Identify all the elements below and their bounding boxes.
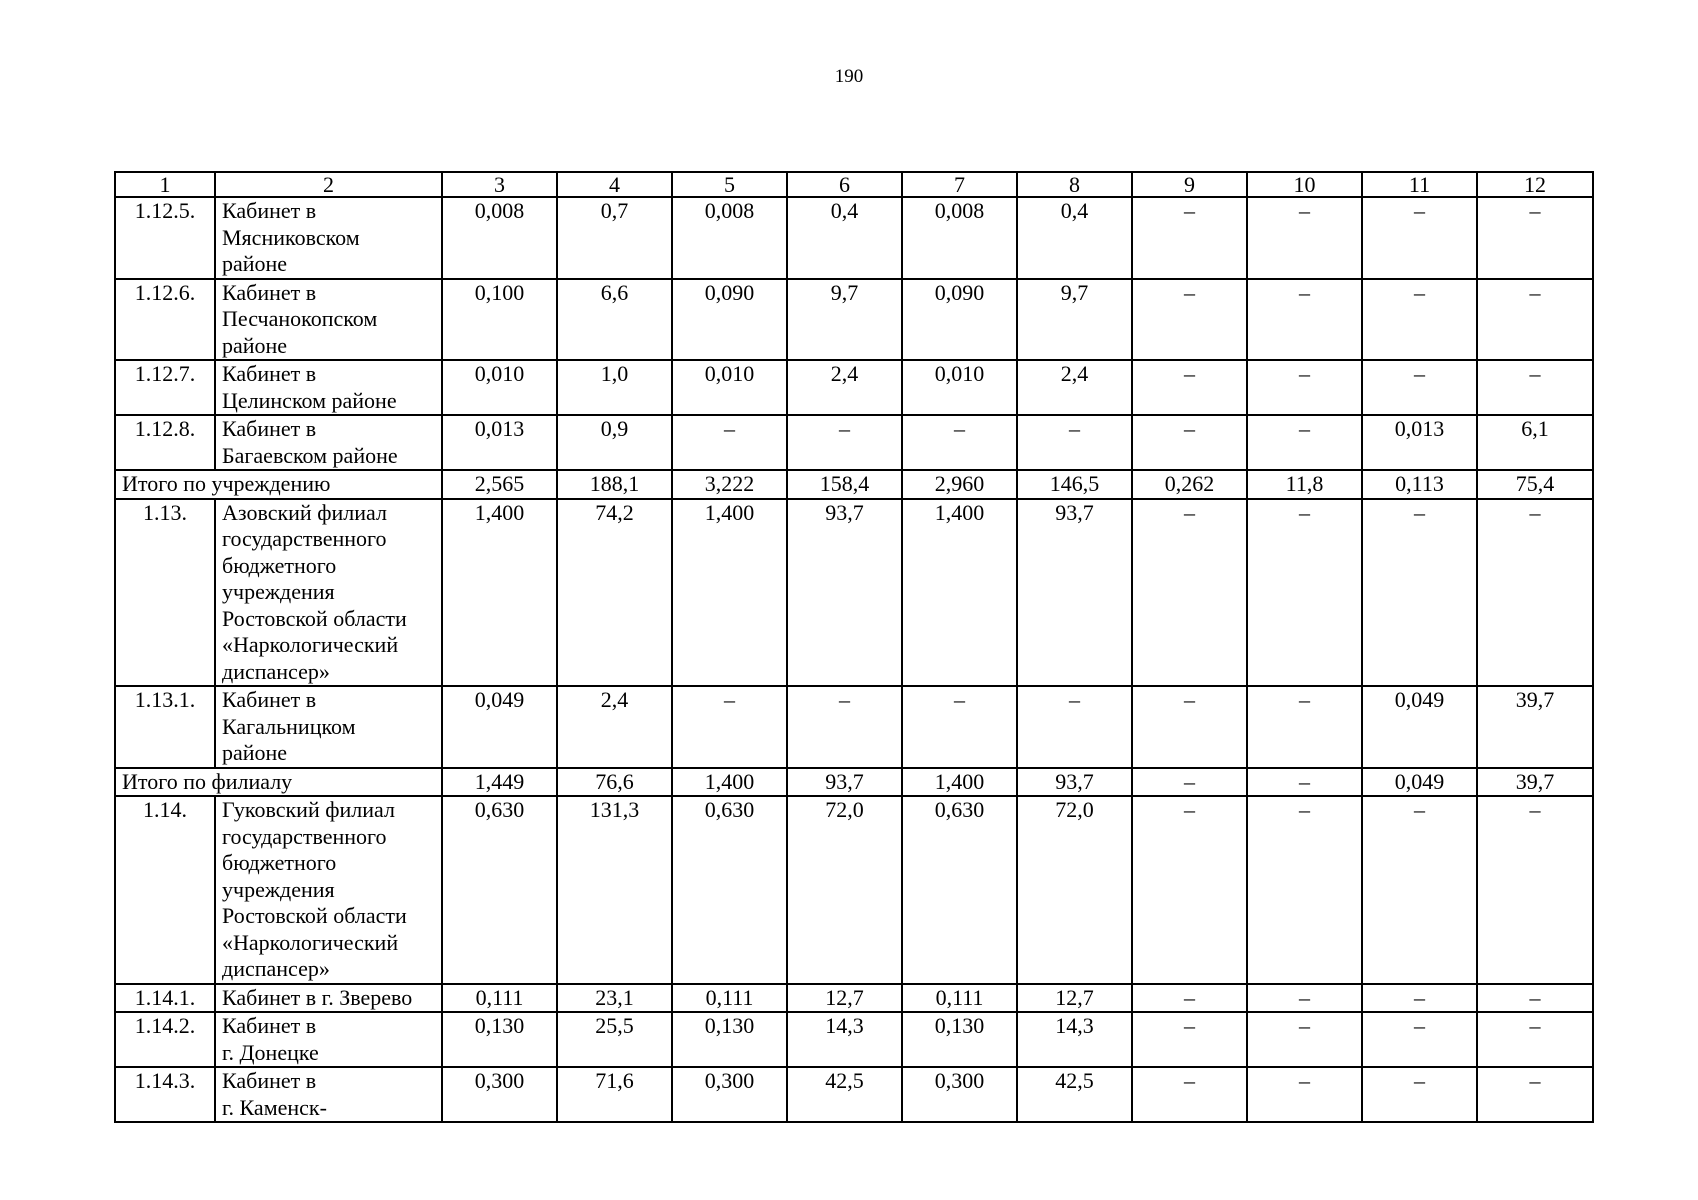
value-cell: – bbox=[1247, 415, 1362, 470]
value-cell: 0,090 bbox=[902, 279, 1017, 361]
header-cell: 9 bbox=[1132, 172, 1247, 197]
row-name-line: Кабинет в bbox=[222, 1068, 317, 1093]
value-cell: – bbox=[1132, 1067, 1247, 1122]
row-name-line: Кабинет в bbox=[222, 687, 317, 712]
header-cell: 5 bbox=[672, 172, 787, 197]
table-row bbox=[115, 1012, 1593, 1067]
header-cell: 1 bbox=[115, 172, 215, 197]
row-name-line: Кабинет в bbox=[222, 1013, 317, 1038]
value-cell: – bbox=[1132, 768, 1247, 797]
table-body bbox=[115, 172, 1593, 1122]
row-number: 1.13. bbox=[115, 499, 215, 687]
value-cell: 0,130 bbox=[902, 1012, 1017, 1067]
row-name-line: «Наркологический bbox=[222, 632, 399, 657]
value-cell: 0,630 bbox=[672, 796, 787, 984]
total-label: Итого по учреждению bbox=[115, 470, 442, 499]
value-cell: 1,400 bbox=[902, 768, 1017, 797]
value-cell: 93,7 bbox=[787, 499, 902, 687]
value-cell: – bbox=[1017, 415, 1132, 470]
value-cell: – bbox=[672, 686, 787, 768]
value-cell: 1,449 bbox=[442, 768, 557, 797]
value-cell: 0,113 bbox=[1362, 470, 1477, 499]
value-cell: – bbox=[1247, 1012, 1362, 1067]
row-name-line: Гуковский филиал bbox=[222, 797, 395, 822]
value-cell: – bbox=[1477, 197, 1593, 279]
row-name bbox=[215, 1012, 442, 1067]
value-cell: – bbox=[1247, 796, 1362, 984]
value-cell: 0,4 bbox=[787, 197, 902, 279]
row-name bbox=[215, 796, 442, 984]
value-cell: – bbox=[1477, 1067, 1593, 1122]
value-cell: – bbox=[1132, 686, 1247, 768]
value-cell: 0,013 bbox=[442, 415, 557, 470]
value-cell: – bbox=[1362, 1067, 1477, 1122]
value-cell: – bbox=[1247, 499, 1362, 687]
value-cell: 2,4 bbox=[1017, 360, 1132, 415]
row-name-line: Ростовской области bbox=[222, 605, 407, 631]
value-cell: 39,7 bbox=[1477, 768, 1593, 797]
value-cell: – bbox=[1132, 360, 1247, 415]
total-row bbox=[115, 768, 1593, 797]
value-cell: 93,7 bbox=[1017, 768, 1132, 797]
row-number: 1.14.1. bbox=[115, 984, 215, 1013]
row-name-line: диспансер» bbox=[222, 658, 330, 684]
table-row bbox=[115, 360, 1593, 415]
value-cell: – bbox=[1362, 360, 1477, 415]
table-row bbox=[115, 1067, 1593, 1122]
value-cell: – bbox=[1132, 984, 1247, 1013]
value-cell: – bbox=[1247, 279, 1362, 361]
value-cell: – bbox=[1132, 1012, 1247, 1067]
value-cell: 11,8 bbox=[1247, 470, 1362, 499]
value-cell: 0,4 bbox=[1017, 197, 1132, 279]
value-cell: – bbox=[902, 686, 1017, 768]
table-row bbox=[115, 984, 1593, 1013]
value-cell: 3,222 bbox=[672, 470, 787, 499]
value-cell: 0,130 bbox=[672, 1012, 787, 1067]
value-cell: 93,7 bbox=[787, 768, 902, 797]
value-cell: 23,1 bbox=[557, 984, 672, 1013]
row-name bbox=[215, 415, 442, 470]
value-cell: 6,6 bbox=[557, 279, 672, 361]
header-cell: 12 bbox=[1477, 172, 1593, 197]
value-cell: 0,9 bbox=[557, 415, 672, 470]
value-cell: 0,130 bbox=[442, 1012, 557, 1067]
row-name-line: районе bbox=[222, 332, 288, 358]
value-cell: 188,1 bbox=[557, 470, 672, 499]
row-name-line: учреждения bbox=[222, 579, 335, 604]
row-name-line: «Наркологический bbox=[222, 929, 399, 955]
value-cell: 0,010 bbox=[902, 360, 1017, 415]
value-cell: – bbox=[1362, 1012, 1477, 1067]
header-cell: 11 bbox=[1362, 172, 1477, 197]
value-cell: – bbox=[902, 415, 1017, 470]
header-row bbox=[115, 172, 1593, 197]
row-name-line: Багаевском районе bbox=[222, 442, 398, 468]
value-cell: – bbox=[672, 415, 787, 470]
value-cell: – bbox=[1477, 499, 1593, 687]
table-row bbox=[115, 415, 1593, 470]
value-cell: 9,7 bbox=[1017, 279, 1132, 361]
value-cell: – bbox=[1132, 197, 1247, 279]
value-cell: – bbox=[1247, 984, 1362, 1013]
value-cell: 12,7 bbox=[787, 984, 902, 1013]
value-cell: – bbox=[1132, 415, 1247, 470]
value-cell: – bbox=[1362, 197, 1477, 279]
row-number: 1.14. bbox=[115, 796, 215, 984]
row-name-line: Ростовской области bbox=[222, 903, 407, 928]
value-cell: 158,4 bbox=[787, 470, 902, 499]
value-cell: 131,3 bbox=[557, 796, 672, 984]
row-name-line: Азовский филиал bbox=[222, 499, 387, 525]
value-cell: 14,3 bbox=[1017, 1012, 1132, 1067]
value-cell: 0,049 bbox=[442, 686, 557, 768]
value-cell: – bbox=[1247, 768, 1362, 797]
value-cell: 0,013 bbox=[1362, 415, 1477, 470]
value-cell: 2,4 bbox=[787, 360, 902, 415]
row-name bbox=[215, 197, 442, 279]
value-cell: 9,7 bbox=[787, 279, 902, 361]
value-cell: 0,010 bbox=[442, 360, 557, 415]
row-name-line: диспансер» bbox=[222, 956, 330, 981]
row-name-line: районе bbox=[222, 740, 288, 765]
value-cell: 39,7 bbox=[1477, 686, 1593, 768]
value-cell: – bbox=[1362, 796, 1477, 984]
value-cell: 2,960 bbox=[902, 470, 1017, 499]
value-cell: – bbox=[1247, 197, 1362, 279]
value-cell: 1,400 bbox=[902, 499, 1017, 687]
header-cell: 6 bbox=[787, 172, 902, 197]
value-cell: 1,0 bbox=[557, 360, 672, 415]
row-name-line: районе bbox=[222, 251, 288, 276]
row-name-line: государственного bbox=[222, 526, 387, 551]
row-name-line: учреждения bbox=[222, 876, 335, 902]
row-name-line: Целинском районе bbox=[222, 387, 397, 413]
value-cell: 42,5 bbox=[787, 1067, 902, 1122]
value-cell: 0,7 bbox=[557, 197, 672, 279]
value-cell: 0,262 bbox=[1132, 470, 1247, 499]
value-cell: – bbox=[1132, 796, 1247, 984]
row-name bbox=[215, 499, 442, 687]
row-name-line: Кагальницком bbox=[222, 713, 356, 739]
row-name bbox=[215, 279, 442, 361]
table-row bbox=[115, 279, 1593, 361]
value-cell: 0,111 bbox=[902, 984, 1017, 1013]
row-number: 1.12.8. bbox=[115, 415, 215, 470]
value-cell: 0,008 bbox=[442, 197, 557, 279]
table-row bbox=[115, 499, 1593, 687]
value-cell: 146,5 bbox=[1017, 470, 1132, 499]
table-row bbox=[115, 197, 1593, 279]
value-cell: 14,3 bbox=[787, 1012, 902, 1067]
header-cell: 8 bbox=[1017, 172, 1132, 197]
value-cell: 1,400 bbox=[672, 768, 787, 797]
row-name-line: Кабинет в bbox=[222, 361, 317, 386]
value-cell: – bbox=[1132, 499, 1247, 687]
row-number: 1.12.6. bbox=[115, 279, 215, 361]
value-cell: 2,565 bbox=[442, 470, 557, 499]
value-cell: 2,4 bbox=[557, 686, 672, 768]
header-cell: 7 bbox=[902, 172, 1017, 197]
row-name-line: Кабинет в г. Зверево bbox=[222, 984, 413, 1010]
value-cell: 76,6 bbox=[557, 768, 672, 797]
table-row bbox=[115, 686, 1593, 768]
value-cell: 1,400 bbox=[672, 499, 787, 687]
value-cell: 6,1 bbox=[1477, 415, 1593, 470]
row-number: 1.12.7. bbox=[115, 360, 215, 415]
value-cell: 0,049 bbox=[1362, 686, 1477, 768]
value-cell: – bbox=[787, 686, 902, 768]
value-cell: 0,049 bbox=[1362, 768, 1477, 797]
value-cell: 0,008 bbox=[902, 197, 1017, 279]
row-name-line: г. Каменск- bbox=[222, 1094, 327, 1120]
value-cell: – bbox=[1477, 1012, 1593, 1067]
page-number: 190 bbox=[834, 66, 864, 87]
value-cell: 12,7 bbox=[1017, 984, 1132, 1013]
row-name bbox=[215, 984, 442, 1013]
row-name-line: Кабинет в bbox=[222, 279, 317, 305]
value-cell: 0,630 bbox=[902, 796, 1017, 984]
row-number: 1.13.1. bbox=[115, 686, 215, 768]
value-cell: 0,111 bbox=[442, 984, 557, 1013]
value-cell: 0,300 bbox=[442, 1067, 557, 1122]
row-name-line: Кабинет в bbox=[222, 198, 317, 223]
value-cell: – bbox=[1017, 686, 1132, 768]
value-cell: 93,7 bbox=[1017, 499, 1132, 687]
value-cell: 0,630 bbox=[442, 796, 557, 984]
data-table bbox=[114, 171, 1594, 1123]
total-label: Итого по филиалу bbox=[115, 768, 442, 797]
table-row bbox=[115, 796, 1593, 984]
row-name-line: государственного bbox=[222, 823, 387, 849]
value-cell: 71,6 bbox=[557, 1067, 672, 1122]
row-name-line: бюджетного bbox=[222, 552, 337, 578]
value-cell: 0,111 bbox=[672, 984, 787, 1013]
value-cell: 0,300 bbox=[902, 1067, 1017, 1122]
header-cell: 3 bbox=[442, 172, 557, 197]
row-name bbox=[215, 1067, 442, 1122]
row-name bbox=[215, 360, 442, 415]
header-cell: 10 bbox=[1247, 172, 1362, 197]
value-cell: – bbox=[1247, 686, 1362, 768]
value-cell: 0,008 bbox=[672, 197, 787, 279]
value-cell: – bbox=[1477, 984, 1593, 1013]
row-name-line: бюджетного bbox=[222, 850, 337, 875]
value-cell: – bbox=[1247, 1067, 1362, 1122]
value-cell: 72,0 bbox=[1017, 796, 1132, 984]
row-name-line: г. Донецке bbox=[222, 1039, 319, 1065]
header-cell: 4 bbox=[557, 172, 672, 197]
value-cell: – bbox=[1477, 279, 1593, 361]
value-cell: – bbox=[1477, 796, 1593, 984]
value-cell: 72,0 bbox=[787, 796, 902, 984]
value-cell: 74,2 bbox=[557, 499, 672, 687]
header-cell: 2 bbox=[215, 172, 442, 197]
row-name-line: Песчанокопском bbox=[222, 306, 378, 331]
row-name bbox=[215, 686, 442, 768]
value-cell: – bbox=[1362, 984, 1477, 1013]
value-cell: – bbox=[1247, 360, 1362, 415]
value-cell: – bbox=[1362, 279, 1477, 361]
row-name-line: Кабинет в bbox=[222, 416, 317, 441]
value-cell: 0,300 bbox=[672, 1067, 787, 1122]
row-name-line: Мясниковском bbox=[222, 224, 360, 250]
value-cell: 0,010 bbox=[672, 360, 787, 415]
value-cell: – bbox=[787, 415, 902, 470]
value-cell: – bbox=[1132, 279, 1247, 361]
row-number: 1.12.5. bbox=[115, 197, 215, 279]
value-cell: 42,5 bbox=[1017, 1067, 1132, 1122]
value-cell: 75,4 bbox=[1477, 470, 1593, 499]
value-cell: – bbox=[1362, 499, 1477, 687]
value-cell: 25,5 bbox=[557, 1012, 672, 1067]
row-number: 1.14.3. bbox=[115, 1067, 215, 1122]
value-cell: 1,400 bbox=[442, 499, 557, 687]
value-cell: 0,100 bbox=[442, 279, 557, 361]
row-number: 1.14.2. bbox=[115, 1012, 215, 1067]
value-cell: 0,090 bbox=[672, 279, 787, 361]
value-cell: – bbox=[1477, 360, 1593, 415]
total-row bbox=[115, 470, 1593, 499]
